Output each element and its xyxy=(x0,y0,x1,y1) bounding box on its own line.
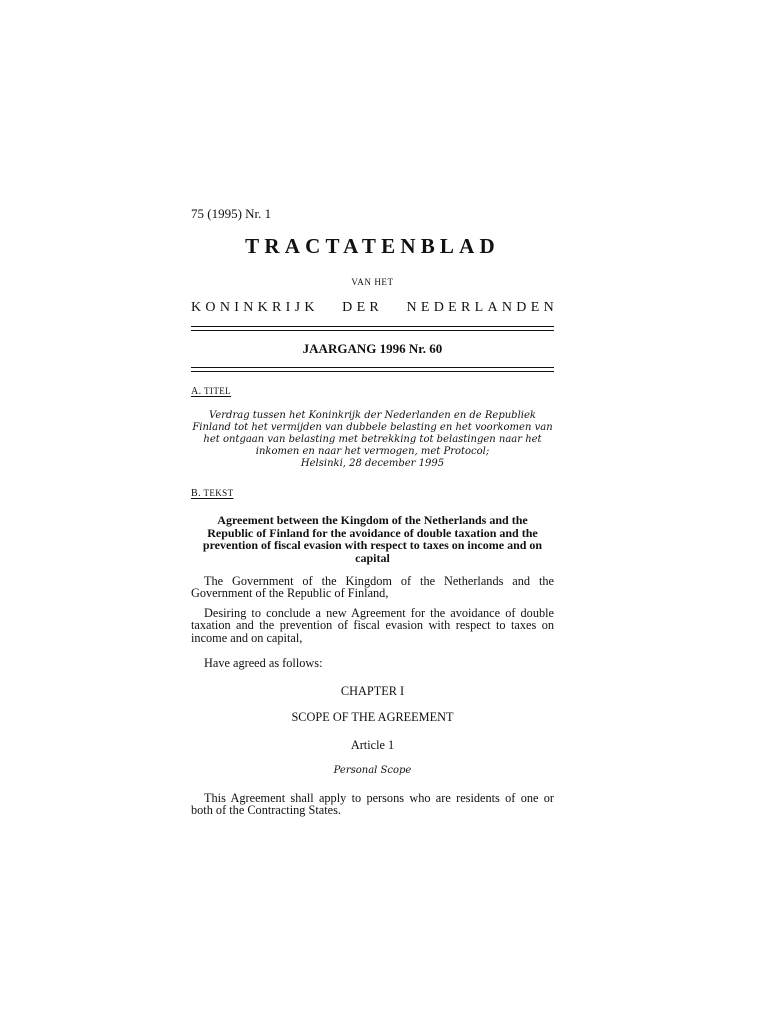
chapter-heading: CHAPTER I xyxy=(340,684,405,698)
agreement-heading-line: Republic of Finland for the avoidance of double taxation and the xyxy=(207,525,538,540)
section-a-label xyxy=(191,386,231,397)
kingdom-word-3: NEDERLANDEN xyxy=(406,300,558,315)
section-a-letter: A. xyxy=(191,386,202,397)
preamble-paragraph-2: Desiring to conclude a new Agreement for the avoidance of double taxation and the prevention of fiscal evasion with respect to taxes on income and on capital, xyxy=(191,606,554,645)
divider-bottom xyxy=(191,367,554,372)
section-b-label xyxy=(191,488,233,499)
treaty-title-line: Verdrag tussen het Koninkrijk der Nederlanden en de Republiek xyxy=(209,410,536,421)
chapter-title: SCOPE OF THE AGREEMENT xyxy=(291,710,454,724)
treaty-title xyxy=(191,410,554,470)
issue-reference: 75 (1995) Nr. 1 xyxy=(191,206,272,221)
kingdom-word-1: KONINKRIJK xyxy=(191,300,319,315)
treaty-title-line: Finland tot het vermijden van dubbele belasting en het voorkomen van xyxy=(192,422,553,434)
van-het-label: VAN HET xyxy=(351,277,394,287)
preamble-paragraph-3: Have agreed as follows: xyxy=(204,656,323,670)
publication-title: TRACTATENBLAD xyxy=(245,234,500,258)
treaty-title-line: inkomen en naar het vermogen, met Protocol; xyxy=(255,446,490,458)
section-b-letter: B. xyxy=(191,488,201,499)
section-b-title: TEKST xyxy=(203,488,234,498)
jaargang-label: JAARGANG 1996 Nr. 60 xyxy=(302,341,443,356)
article-heading: Article 1 xyxy=(350,738,395,752)
kingdom-word-2: DER xyxy=(342,300,384,315)
agreement-heading-line: capital xyxy=(355,550,390,565)
section-a-title: TITEL xyxy=(204,386,232,396)
article-title: Personal Scope xyxy=(333,765,412,776)
agreement-heading-line: Agreement between the Kingdom of the Netherlands and the xyxy=(217,513,528,527)
treaty-title-line: Helsinki, 28 december 1995 xyxy=(300,458,445,470)
treaty-title-line: het ontgaan van belasting met betrekking tot belastingen naar het xyxy=(203,434,542,446)
article-1-text: This Agreement shall apply to persons who are residents of one or both of the Contracting States. xyxy=(191,791,554,818)
kingdom-line xyxy=(191,300,558,316)
agreement-heading xyxy=(191,514,554,564)
preamble-paragraph-1: The Government of the Kingdom of the Netherlands and the Government of the Republic of Finland, xyxy=(191,574,554,601)
divider-top xyxy=(191,326,554,331)
agreement-heading-line: prevention of fiscal evasion with respect to taxes on income and on xyxy=(202,538,543,552)
